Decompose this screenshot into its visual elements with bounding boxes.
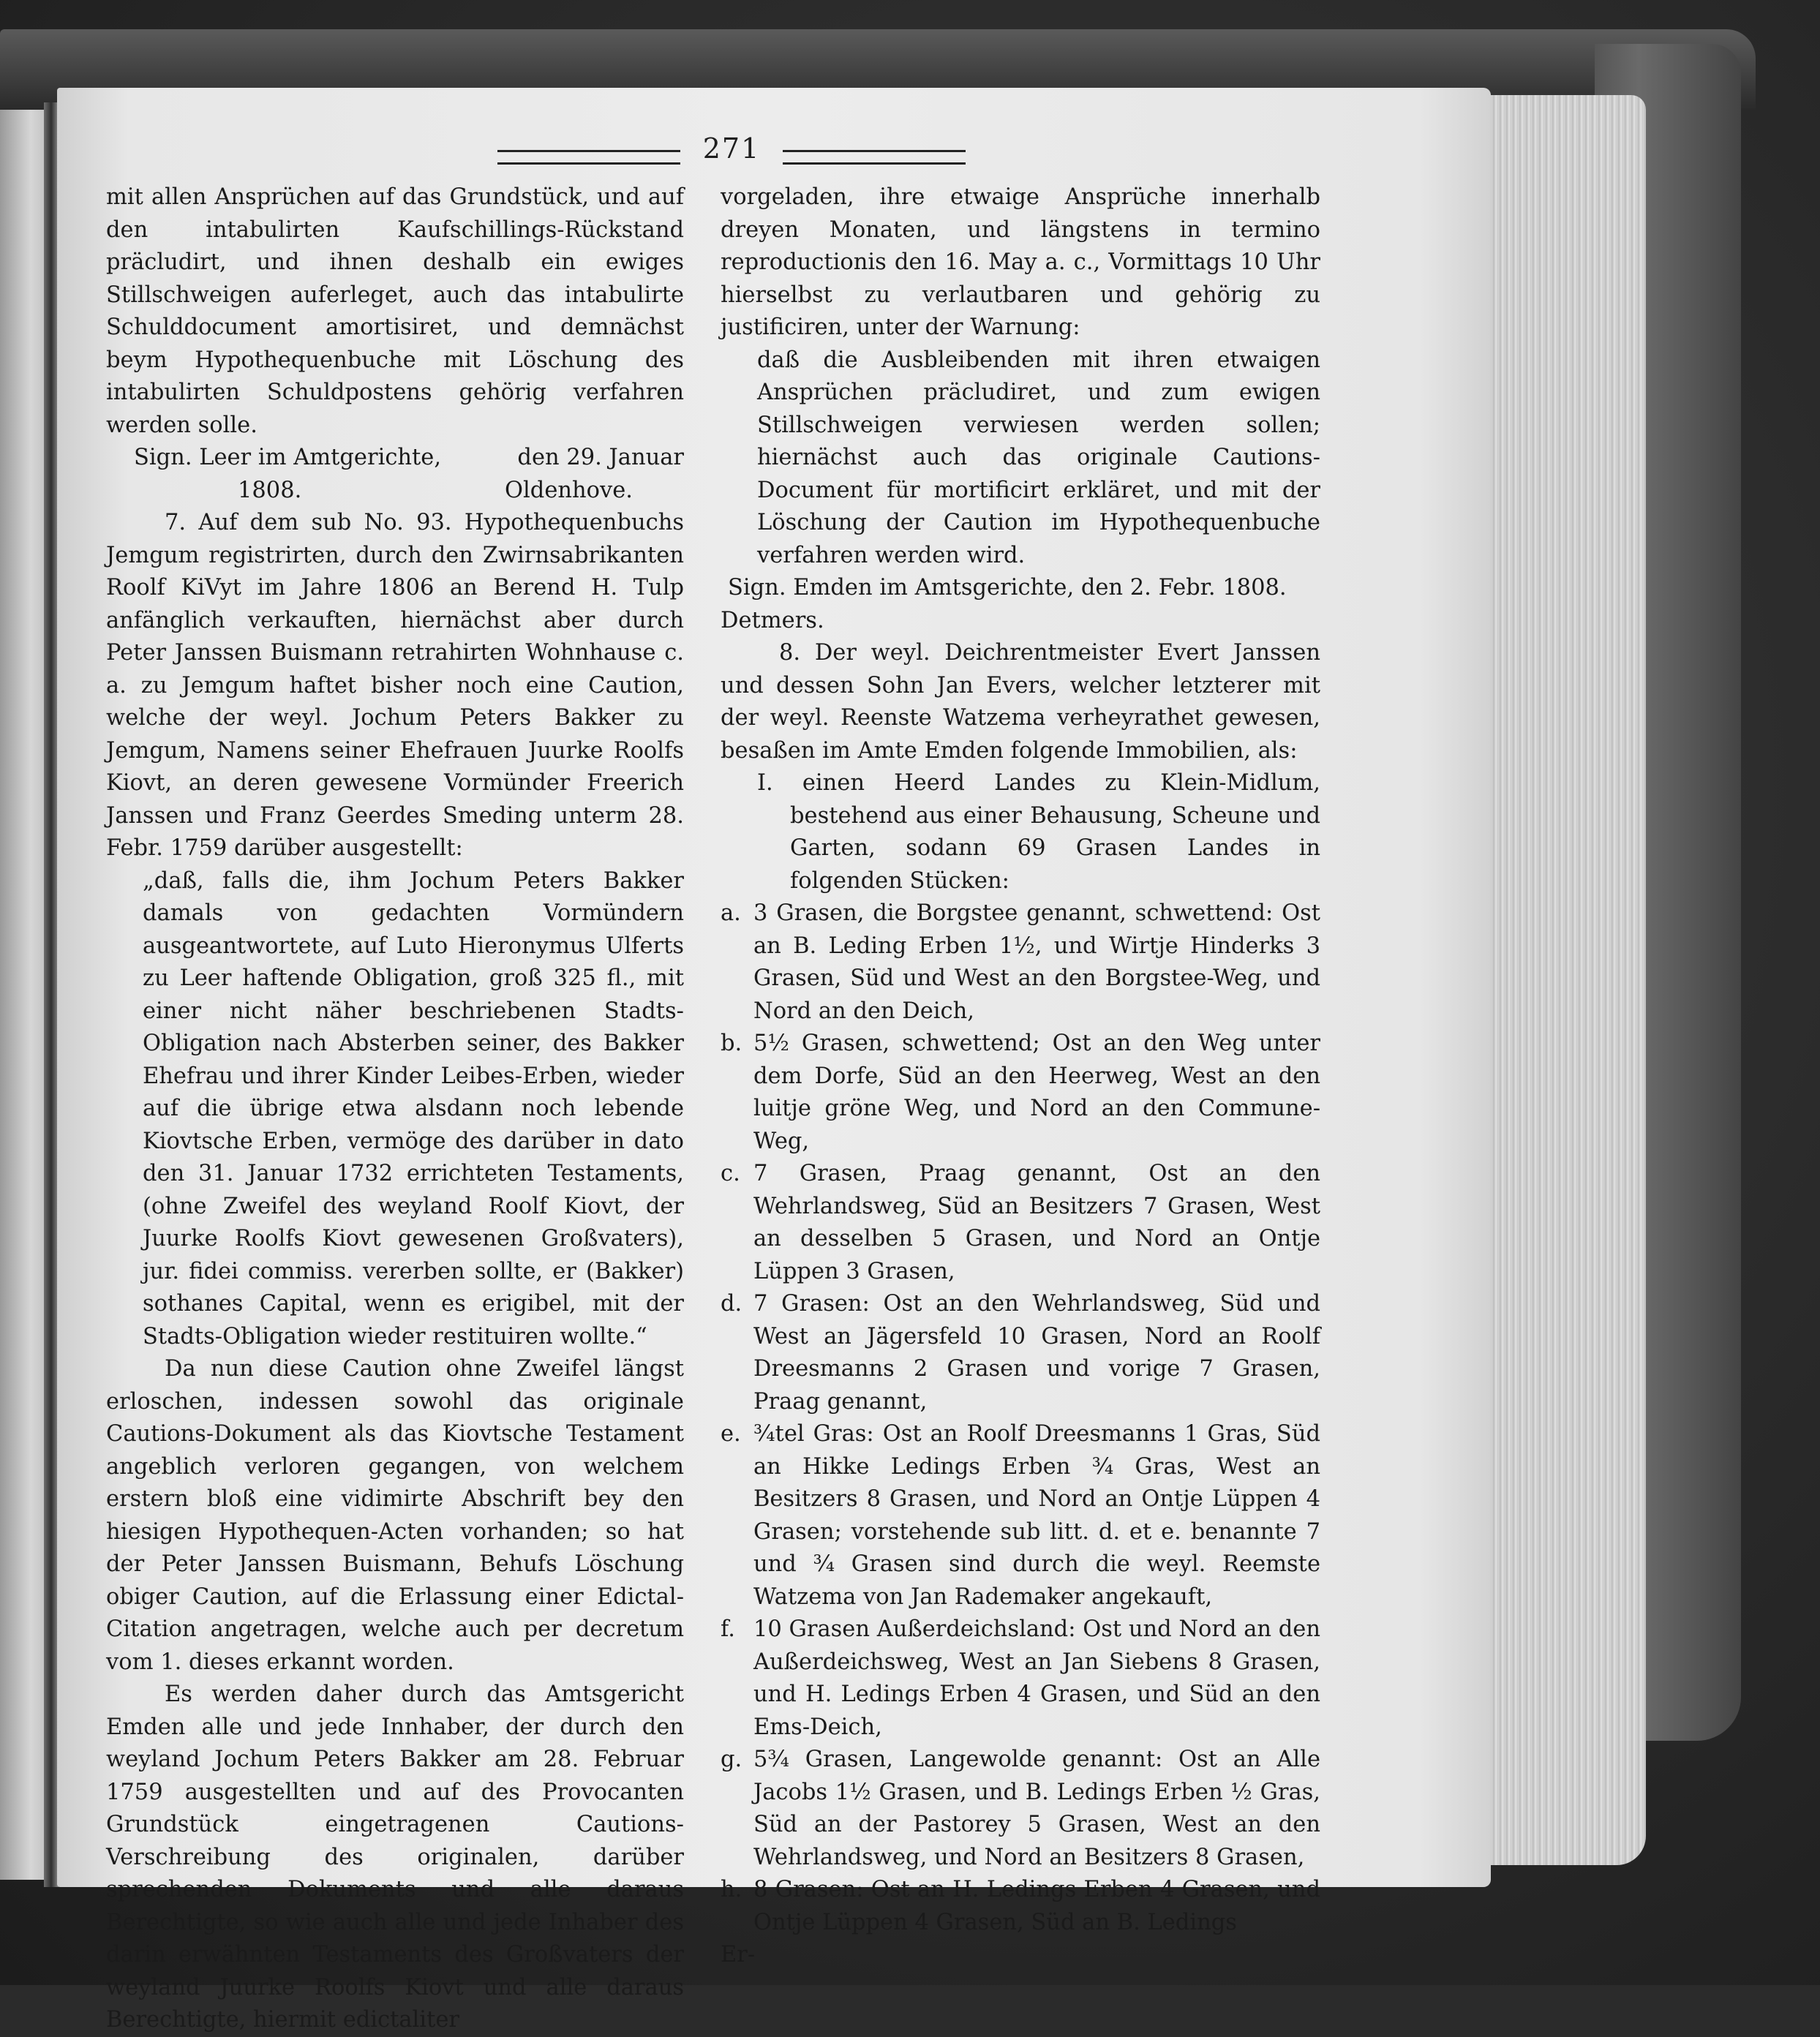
list-item xyxy=(721,1418,1320,1614)
item-text: 5¾ Grasen, Langewolde genannt: Ost an Alle Jacobs 1½ Grasen, und B. Ledings Erben ½ Gras, Süd an der Pastorey 5 Grasen, West an den Wehrlandsweg, und Nord an Besitzers 8 Grasen, xyxy=(753,1747,1320,1870)
item-text: ¾tel Gras: Ost an Roolf Dreesmanns 1 Gras, Süd an Hikke Ledings Erben ¾ Gras, West an Besitzers 8 Grasen, und Nord an Ontje Lüppen 4 Grasen; vorstehende sub litt. d. et e. benannte 7 und ¾ Grasen sind durch die weyl. Reemste Watzema von Jan Rademaker angekauft, xyxy=(753,1421,1320,1610)
book-gutter xyxy=(44,102,59,1887)
item-label: d. xyxy=(721,1291,742,1317)
signature-line xyxy=(106,442,684,475)
signature-name: Detmers. xyxy=(721,607,824,633)
right-column xyxy=(721,181,1320,1972)
left-column xyxy=(106,181,684,2037)
signature-date: den 29. Januar xyxy=(517,445,684,470)
paragraph: Es werden daher durch das Amtsgericht Emden alle und jede Innhaber, der durch den weyland Jochum Peters Bakker am 28. Februar 1759 ausgestellten und auf des Provocanten Grundstück eingetragenen Cautions-Verschreibung des originalen, darüber sprechenden Dokuments und alle daraus Berechtigte, so wie auch alle und jede Inhaber des darin erwähnten Testaments des Großvaters der weyland Juurke Roolfs Kiovt und alle daraus Berechtigte, hiermit edictaliter xyxy=(106,1682,684,2033)
list-item xyxy=(721,1158,1320,1288)
item-text: 5½ Grasen, schwettend; Ost an den Weg unter dem Dorfe, Süd an den Heerweg, West an den luitje gröne Weg, und Nord an den Commune-Weg, xyxy=(753,1031,1320,1154)
list-item-I: I. einen Heerd Landes zu Klein-Midlum, bestehend aus einer Behausung, Scheune und Garten, sodann 69 Grasen Landes in folgenden Stücken: xyxy=(757,770,1320,894)
item-label: h. xyxy=(721,1877,742,1902)
item-text: 8 Grasen: Ost an H. Ledings Erben 4 Grasen, und Ontje Lüppen 4 Grasen, Süd an B. Ledings xyxy=(753,1877,1320,1935)
paragraph-7: 7. Auf dem sub No. 93. Hypothequenbuchs Jemgum registrirten, durch den Zwirnsabrikanten Roolf KiVyt im Jahre 1806 an Berend H. Tulp anfänglich verkauften, hiernächst aber durch Peter Janssen Buismann retrahirten Wohnhause c. a. zu Jemgum haftet bisher noch eine Caution, welche der weyl. Jochum Peters Bakker zu Jemgum, Namens seiner Ehefrauen Juurke Roolfs Kiovt, an deren gewesene Vormünder Freerich Janssen und Franz Geerdes Smeding unterm 28. Febr. 1759 darüber ausgestellt: xyxy=(106,510,684,861)
page-edges xyxy=(1485,95,1646,1865)
item-text: 7 Grasen: Ost an den Wehrlandsweg, Süd und West an Jägersfeld 10 Grasen, Nord an Roolf Dreesmanns 2 Grasen und vorige 7 Grasen, Praag genannt, xyxy=(753,1291,1320,1415)
quoted-obligation: „daß, falls die, ihm Jochum Peters Bakker damals von gedachten Vormündern ausgeantwortete, auf Luto Hieronymus Ulferts zu Leer haftende Obligation, groß 325 fl., mit einer nicht näher beschriebenen Stadts-Obligation nach Absterben seiner, des Bakker Ehefrau und ihrer Kinder Leibes-Erben, wieder auf die übrige etwa alsdann noch lebende Kiovtsche Erben, vermöge des darüber in dato den 31. Januar 1732 errichteten Testaments, (ohne Zweifel des weyland Roolf Kiovt, der Juurke Roolfs Kiovt gewesenen Großvaters), jur. fidei commiss. vererben sollte, er (Bakker) sothanes Capital, wenn es erigibel, mit der Stadts-Obligation wieder restituiren wollte.“ xyxy=(143,867,684,1349)
header-rule-left xyxy=(497,150,680,165)
signature-line-2 xyxy=(106,475,684,508)
paragraph-8: 8. Der weyl. Deichrentmeister Evert Janssen und dessen Sohn Jan Evers, welcher letzterer mit der weyl. Reenste Watzema verheyrathet gewesen, besaßen im Amte Emden folgende Immobilien, als: xyxy=(721,640,1320,764)
signature-name: Oldenhove. xyxy=(505,477,633,503)
item-label: b. xyxy=(721,1031,742,1056)
paragraph: Da nun diese Caution ohne Zweifel längst erloschen, indessen sowohl das originale Cautions-Dokument als das Kiovtsche Testament angeblich verloren gegangen, von welchem erstern bloß eine vidimirte Abschrift bey den hiesigen Hypothequen-Acten vorhanden; so hat der Peter Janssen Buismann, Behufs Löschung obiger Caution, auf die Erlassung einer Edictal-Citation angetragen, welche auch per decretum vom 1. dieses erkannt worden. xyxy=(106,1356,684,1675)
page-number: 271 xyxy=(702,132,761,165)
list-item xyxy=(721,1744,1320,1874)
item-label: g. xyxy=(721,1747,742,1772)
catchword: Er- xyxy=(721,1942,756,1968)
paragraph: mit allen Ansprüchen auf das Grundstück, und auf den intabulirten Kaufschillings-Rückstand präcludirt, und ihnen deshalb ein ewiges Stillschweigen auferleget, auch das intabulirte Schulddocument amortisiret, und demnächst beym Hypothequenbuche mit Löschung des intabulirten Schuldpostens gehörig verfahren werden solle. xyxy=(106,184,684,438)
item-text: 10 Grasen Außerdeichsland: Ost und Nord an den Außerdeichsweg, West an Jan Siebens 8 Grasen, und H. Ledings Erben 4 Grasen, und Süd an den Ems-Deich, xyxy=(753,1616,1320,1740)
item-text: 7 Grasen, Praag genannt, Ost an den Wehrlandsweg, Süd an Besitzers 7 Grasen, West an desselben 5 Grasen, und Nord an Ontje Lüppen 3 Grasen, xyxy=(753,1161,1320,1284)
list-item xyxy=(721,1028,1320,1158)
item-label: e. xyxy=(721,1421,741,1447)
signature-year: 1808. xyxy=(238,477,302,503)
item-label: c. xyxy=(721,1161,740,1186)
header-rule-right xyxy=(783,150,966,165)
signature-line: Sign. Emden im Amtsgerichte, den 2. Febr. 1808. xyxy=(728,575,1287,600)
list-item xyxy=(721,1874,1320,1939)
item-label: f. xyxy=(721,1616,735,1642)
paragraph: vorgeladen, ihre etwaige Ansprüche innerhalb dreyen Monaten, und längstens in termino reproductionis den 16. May a. c., Vormittags 10 Uhr hierselbst zu verlautbaren und gehörig zu justificiren, unter der Warnung: xyxy=(721,184,1320,340)
item-label: a. xyxy=(721,900,741,926)
warning-text: daß die Ausbleibenden mit ihren etwaigen Ansprüchen präcludiret, und zum ewigen Stillschweigen verwiesen werden sollen; hiernächst auch das originale Cautions-Document für mortificirt erkläret, und mit der Löschung der Caution im Hypothequenbuche verfahren werden wird. xyxy=(757,347,1320,568)
page-header xyxy=(497,128,966,172)
list-item xyxy=(721,1288,1320,1418)
list-item xyxy=(721,897,1320,1028)
item-text: 3 Grasen, die Borgstee genannt, schwettend: Ost an B. Leding Erben 1½, und Wirtje Hinderks 3 Grasen, Süd und West an den Borgstee-Weg, und Nord an den Deich, xyxy=(753,900,1320,1024)
list-item xyxy=(721,1614,1320,1744)
signature-text: Sign. Leer im Amtgerichte, xyxy=(134,445,442,470)
